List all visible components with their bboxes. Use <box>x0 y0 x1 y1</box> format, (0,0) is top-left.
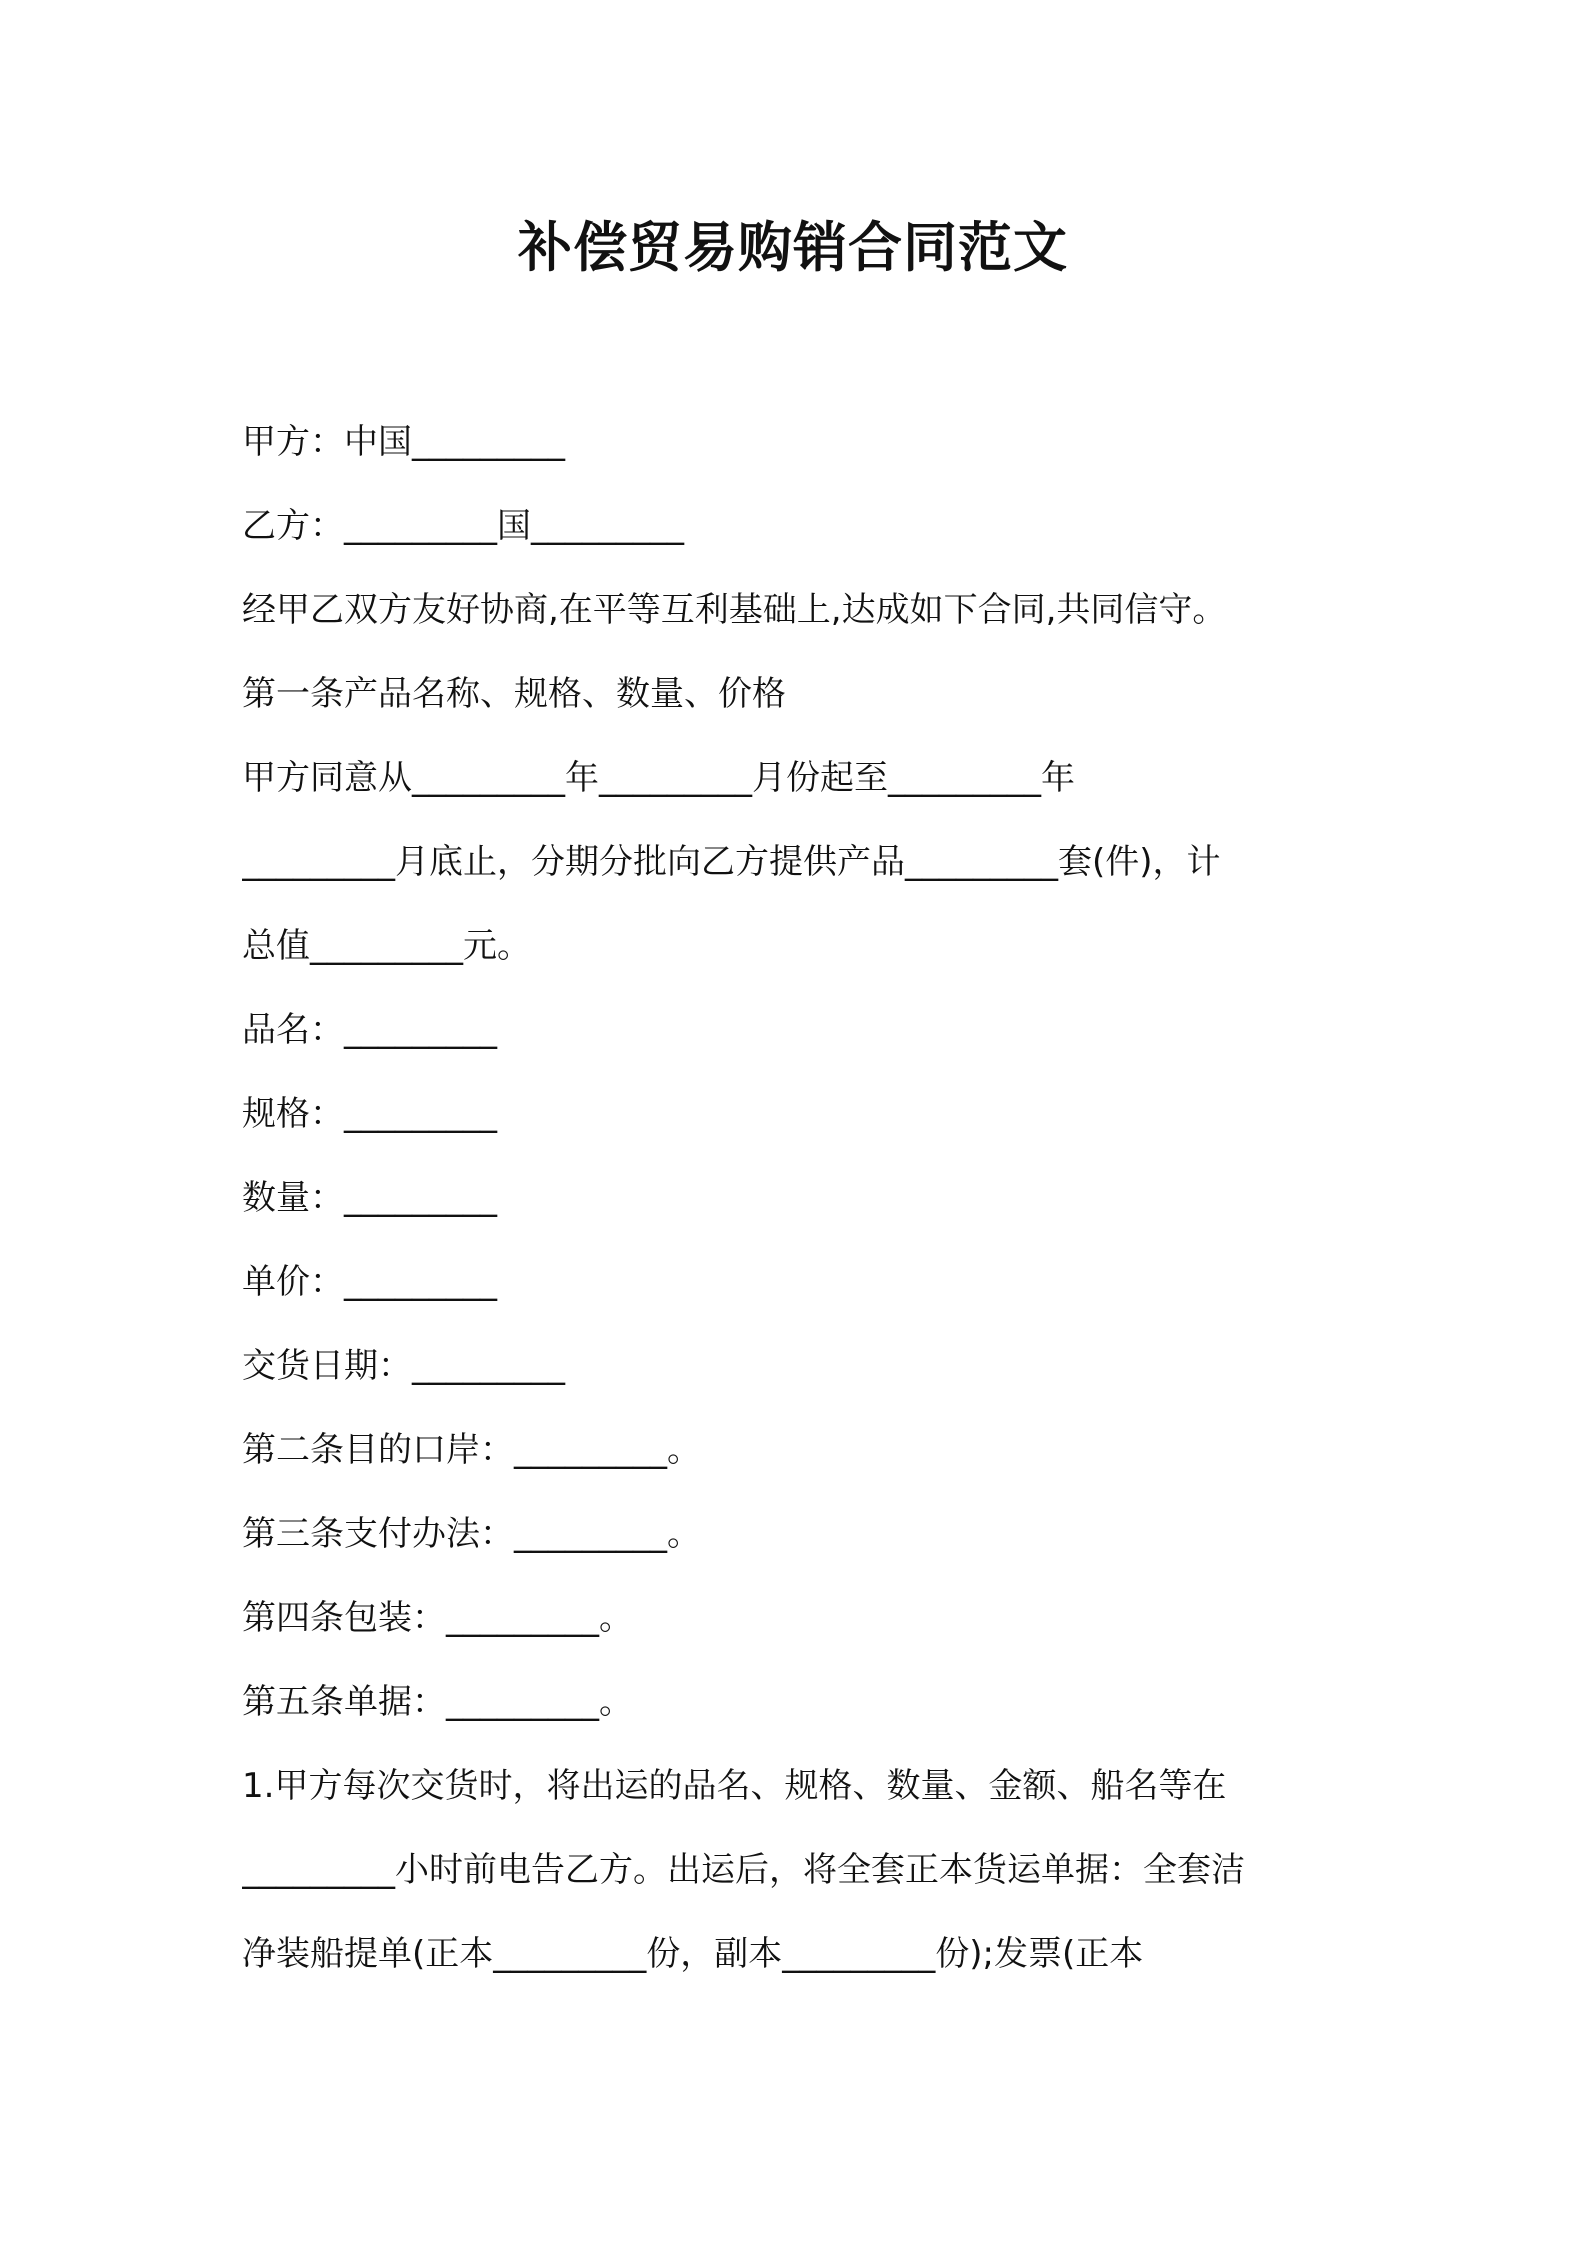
article-3-line: 第三条支付办法：_________。 <box>242 1514 701 1554</box>
document-body <box>242 400 1362 1996</box>
party-b-line: 乙方：_________国_________ <box>242 506 684 546</box>
article-5-line: 第五条单据：_________。 <box>242 1682 633 1722</box>
article-1-heading: 第一条产品名称、规格、数量、价格 <box>242 674 786 714</box>
article-1-text-line-1: 甲方同意从_________年_________月份起至_________年 <box>242 758 1075 798</box>
product-name-field: 品名：_________ <box>242 1010 497 1050</box>
document-title: 补偿贸易购销合同范文 <box>518 216 1068 279</box>
quantity-field: 数量：_________ <box>242 1178 497 1218</box>
unit-price-field: 单价：_________ <box>242 1262 497 1302</box>
article-5-clause-1-line-3: 净装船提单(正本_________份，副本_________份);发票(正本 <box>242 1934 1144 1974</box>
article-5-clause-1-line-2: _________小时前电告乙方。出运后，将全套正本货运单据：全套洁 <box>242 1850 1245 1890</box>
delivery-date-field: 交货日期：_________ <box>242 1346 565 1386</box>
preamble-line: 经甲乙双方友好协商,在平等互利基础上,达成如下合同,共同信守。 <box>242 590 1227 630</box>
article-2-line: 第二条目的口岸：_________。 <box>242 1430 701 1470</box>
party-a-line: 甲方：中国_________ <box>242 422 565 462</box>
article-4-line: 第四条包装：_________。 <box>242 1598 633 1638</box>
article-1-text-line-3: 总值_________元。 <box>242 926 531 966</box>
article-5-clause-1-line-1: 1.甲方每次交货时，将出运的品名、规格、数量、金额、船名等在 <box>242 1766 1227 1806</box>
specification-field: 规格：_________ <box>242 1094 497 1134</box>
article-1-text-line-2: _________月底止，分期分批向乙方提供产品_________套(件)，计 <box>242 842 1221 882</box>
